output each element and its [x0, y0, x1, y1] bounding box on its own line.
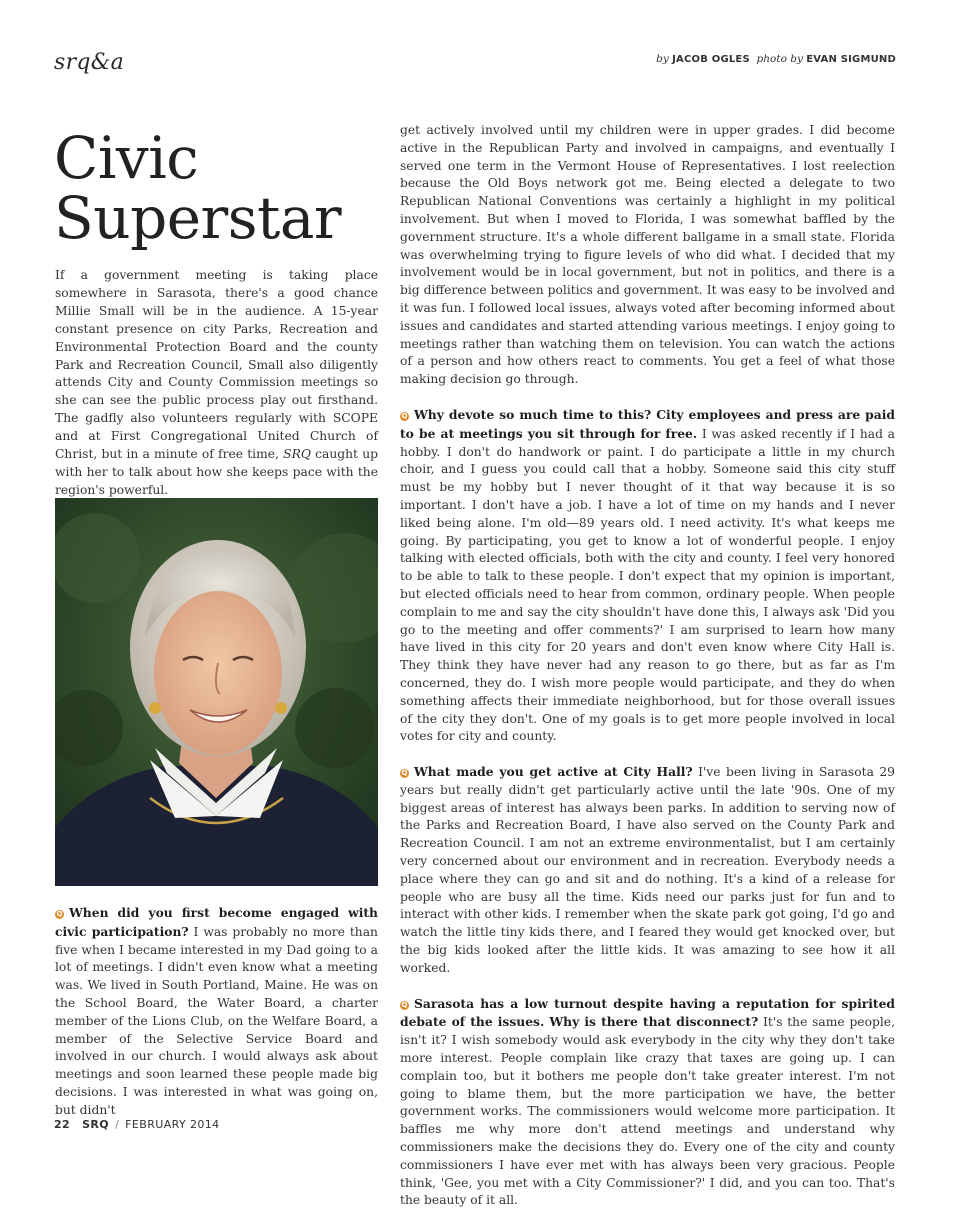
page-footer	[54, 1118, 220, 1131]
question-marker-icon: Q	[401, 411, 408, 420]
footer-separator: /	[115, 1118, 120, 1131]
byline-author: JACOB OGLES	[672, 54, 750, 65]
question-marker-icon: Q	[56, 910, 63, 918]
page-number: 22	[54, 1118, 71, 1131]
question-4: Sarasota has a low turnout despite having a reputation for spirited debate of the issues. Why is there that disconnect?	[400, 995, 895, 1030]
answer-1: I was probably no more than five when I became interested in my Dad going to a lot of meetings. I didn't even know what a meeting was. We lived in South Portland, Maine. He was on the School Board, the Water Board, a charter member of the Lions Club, on the Welfare Board, a member of the Selective Service Board and involved in our church. I would always ask about meetings and soon learned these people made big decisions. I was interested in what was going on, but didn't	[55, 924, 378, 1117]
qa-4	[400, 995, 895, 1211]
qa-1	[55, 904, 378, 1120]
magazine-name: SRQ	[82, 1118, 110, 1131]
portrait-photo	[55, 498, 378, 886]
intro-paragraph: If a government meeting is taking place somewhere in Sarasota, there's a good chance Millie Small will be in the audience. A 15-year constant presence on city Parks, Recreation and Environmental Protection Board and the county Park and Recreation Council, Small also diligently attends City and County Commission meetings so she can see the public process play out firsthand. The gadfly also volunteers regularly with SCOPE and at First Congregational United Church of Christ, but in a minute of free time, SRQ caught up with her to talk about how she keeps pace with the region's powerful.	[55, 268, 378, 497]
headline: Civic Superstar	[54, 124, 342, 252]
answer-1-continuation: get actively involved until my children were in upper grades. I did become active in the Republican Party and involved in campaigns, and eventually I served one term in the Vermont House of Representatives. I lost reelection because the Old Boys network got me. Being elected a delegate to two Republican National Conventions was certainly a highlight in my political involvement. But when I moved to Florida, I was somewhat baffled by the government structure. It's a whole different ballgame in a small state. Florida was overwhelming trying to figure levels of who did what. I decided that my involvement would be in local government, but not in politics, and there is a big difference between politics and government. It was easy to be involved and it was fun. I followed local issues, always voted after becoming informed about issues and candidates and started attending various meetings. I enjoy going to meetings rather than watching them on television. You can watch the actions of a person and how others react to comments. You get a feel of what those making decision go through.	[400, 123, 895, 387]
answer-3: I've been living in Sarasota 29 years but really didn't get particularly active until the late '90s. One of my biggest areas of interest has always been parks. In addition to serving now of the Parks and Recreation Board, I have also served on the County Park and Recreation Council. I am not an extreme environmentalist, but I am certainly very concerned about our environment and in recreation. Everybody needs a place where they can go and sit and do nothing. It's a kind of a release for people who are busy all the time. Kids need our parks just for fun and to interact with other kids. I remember when the skate park got going, I'd go and watch the little tiny kids there, and I feared they would get knocked over, but the big kids looked after the little kids. It was amazing to see how it all worked.	[400, 765, 895, 975]
intro-magazine-name: SRQ	[283, 447, 311, 462]
qa-3	[400, 763, 895, 978]
question-1: When did you first become engaged with civic participation?	[55, 905, 378, 939]
byline	[656, 53, 896, 65]
answer-4: It's the same people, isn't it? I wish somebody would ask everybody in the city why they don't take more interest. People complain like crazy that taxes are going up. I can complain too, but it bothers me people don't take greater interest. I'm not going to blame them, but the more participation we have, the better government works. The commissioners would welcome more participation. It baffles me why more don't attend meetings and understand why commissioners make the decisions they do. Every one of the city and county commissioners I have ever met with has always been very gracious. People think, 'Gee, you met with a City Commissioner?' I did, and you can too. That's the beauty of it all.	[400, 1015, 895, 1208]
right-column	[400, 122, 895, 1227]
issue-date: FEBRUARY 2014	[125, 1118, 220, 1131]
byline-by: by	[656, 53, 669, 65]
question-marker-icon: Q	[401, 1000, 408, 1009]
answer-2: I was asked recently if I had a hobby. I don't do handwork or paint. I do participate a little in my church choir, and I guess you could call that a hobby. Someone said this city stuff must be my hobby but I never thought of it that way because it is so important. I don't have a job. I have a lot of time on my hands and I never liked being alone. I'm old—89 years old. I need activity. It's what keeps me going. By participating, you get to know a lot of wonderful people. I enjoy talking with elected officials, both with the city and county. I feel very honored to be able to talk to these people. I don't expect that my opinion is important, but elected officials need to hear from common, ordinary people. When people complain to me and say the city shouldn't have done this, I always ask 'Did you go to the meeting and offer comments?' I am surprised to learn how many have lived in this city for 20 years and don't even know where City Hall is. They think they have never had any reason to go there, but as far as I'm concerned, they do. I wish more people would participate, and they do when something affects their immediate neighborhood, but for those overall issues of the city they don't. One of my goals is to get more people involved in local votes for city and county.	[400, 426, 895, 744]
byline-photo-by: photo by	[756, 53, 803, 65]
section-tag: srq&a	[54, 50, 125, 75]
byline-photographer: EVAN SIGMUND	[806, 54, 896, 65]
question-marker-icon: Q	[401, 769, 408, 778]
question-2: Why devote so much time to this? City employees and press are paid to be at meetings you sit through for free.	[400, 406, 895, 441]
question-3: What made you get active at City Hall?	[414, 764, 693, 780]
qa-2	[400, 406, 895, 746]
